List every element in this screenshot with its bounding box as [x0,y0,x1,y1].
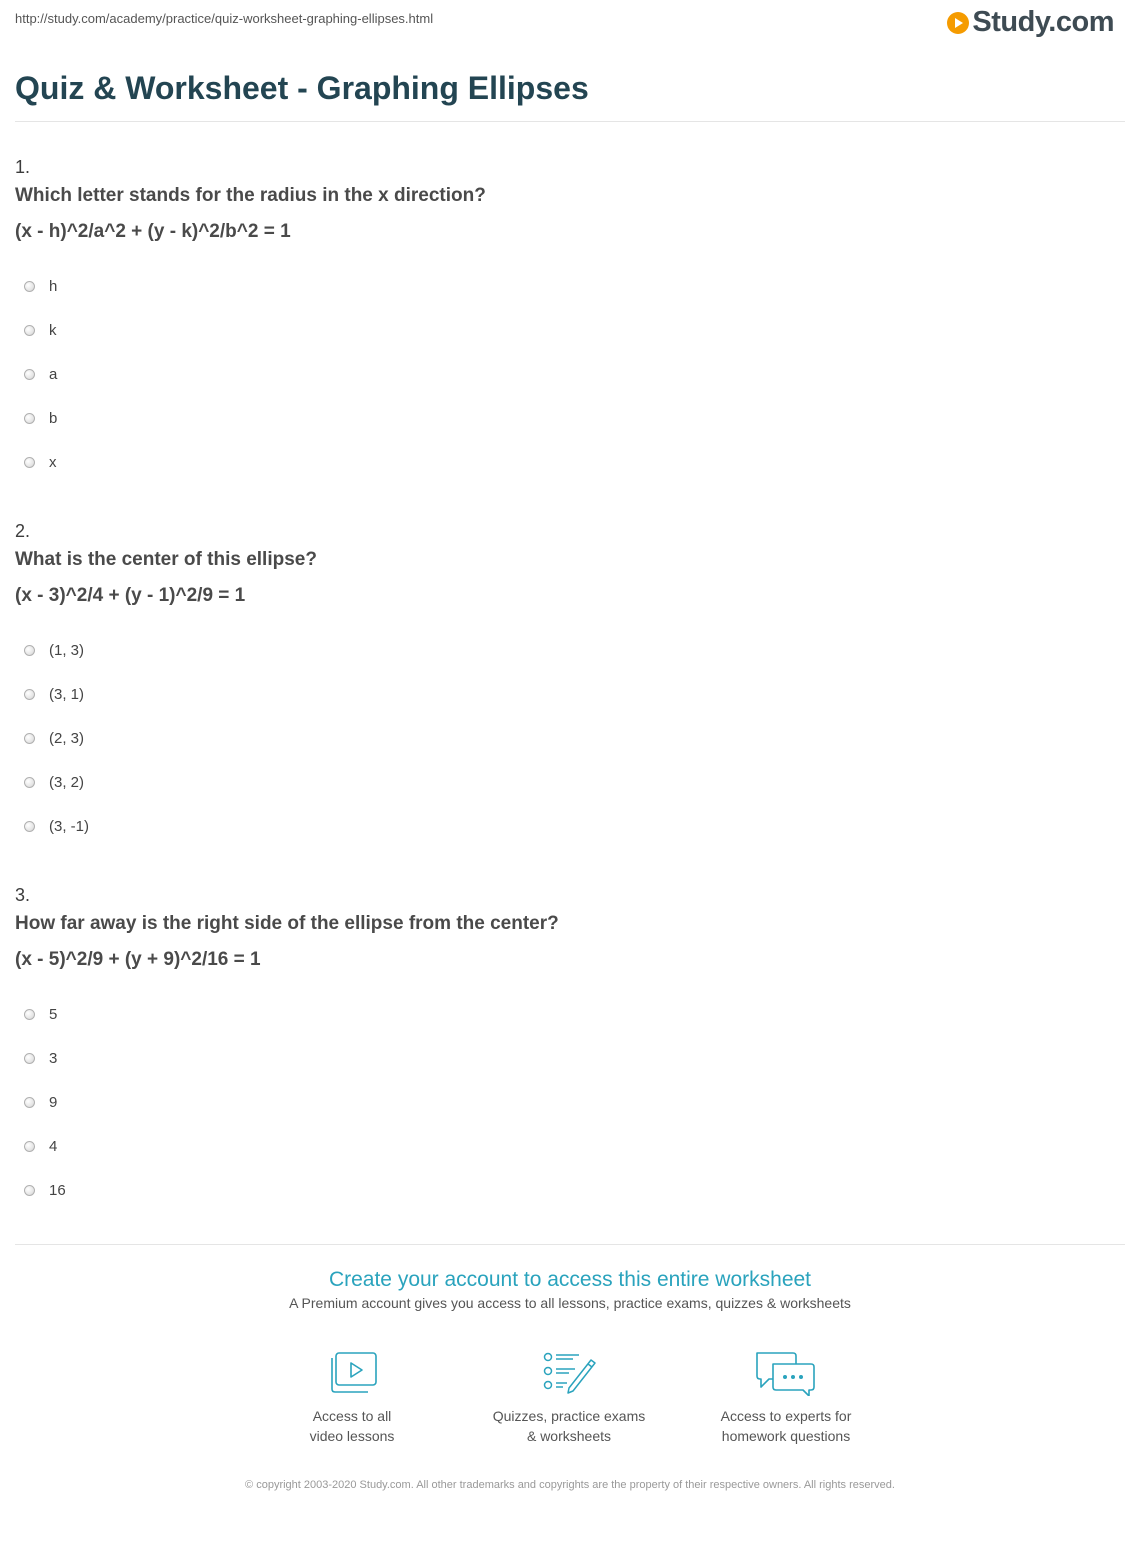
feature-list [0,1350,1140,1460]
radio-button[interactable] [24,281,35,292]
answer-options [15,264,1115,484]
radio-button[interactable] [24,1053,35,1064]
radio-button[interactable] [24,777,35,788]
feature-experts [686,1350,886,1446]
question-text: What is the center of this ellipse? [15,549,317,570]
radio-button[interactable] [24,1141,35,1152]
answer-options [15,992,1115,1212]
option-label: b [49,409,58,427]
answer-option[interactable] [15,1168,1115,1212]
radio-button[interactable] [24,1097,35,1108]
option-label: (3, 1) [49,685,85,703]
question-number: 2. [15,521,31,541]
answer-options [15,628,1115,848]
option-label: h [49,277,58,295]
feature-label: Quizzes, practice exams & worksheets [492,1408,646,1444]
radio-button[interactable] [24,457,35,468]
answer-option[interactable] [15,352,1115,396]
radio-button[interactable] [24,1009,35,1020]
answer-option[interactable] [15,672,1115,716]
study-logo[interactable] [947,6,1114,39]
signup-cta [0,1265,1140,1311]
radio-button[interactable] [24,645,35,656]
quiz-checklist-icon [539,1350,599,1396]
answer-option[interactable] [15,992,1115,1036]
question-1 [15,154,1115,484]
logo-text: Study.com [972,6,1114,38]
answer-option[interactable] [15,1080,1115,1124]
option-label: (3, 2) [49,773,85,791]
radio-button[interactable] [24,325,35,336]
answer-option[interactable] [15,440,1115,484]
question-3 [15,882,1115,1212]
question-equation: (x - 5)^2/9 + (y + 9)^2/16 = 1 [15,949,261,970]
radio-button[interactable] [24,689,35,700]
option-label: 16 [49,1181,66,1199]
answer-option[interactable] [15,804,1115,848]
title-divider [15,121,1125,122]
answer-option[interactable] [15,264,1115,308]
question-equation: (x - h)^2/a^2 + (y - k)^2/b^2 = 1 [15,221,291,242]
cta-subtitle: A Premium account gives you access to all lessons, practice exams, quizzes & worksheets [289,1295,851,1311]
answer-option[interactable] [15,396,1115,440]
option-label: x [49,453,57,471]
feature-label: Access to experts for homework questions [720,1408,852,1444]
question-text: How far away is the right side of the ellipse from the center? [15,913,559,934]
option-label: k [49,321,57,339]
feature-video-lessons [252,1350,452,1446]
answer-option[interactable] [15,716,1115,760]
radio-button[interactable] [24,413,35,424]
question-equation: (x - 3)^2/4 + (y - 1)^2/9 = 1 [15,585,246,606]
play-circle-icon [947,12,969,34]
chat-bubbles-icon [753,1350,819,1396]
page-url: http://study.com/academy/practice/quiz-worksheet-graphing-ellipses.html [15,11,434,26]
answer-option[interactable] [15,308,1115,352]
radio-button[interactable] [24,733,35,744]
answer-option[interactable] [15,760,1115,804]
answer-option[interactable] [15,1036,1115,1080]
option-label: (1, 3) [49,641,85,659]
radio-button[interactable] [24,821,35,832]
cta-link[interactable]: Create your account to access this entire worksheet [328,1268,812,1291]
option-label: 5 [49,1005,58,1023]
question-text: Which letter stands for the radius in the x direction? [15,185,486,206]
question-2 [15,518,1115,848]
option-label: (3, -1) [49,817,90,835]
copyright-notice: © copyright 2003-2020 Study.com. All other trademarks and copyrights are the property of their respective owners. All rights reserved. [245,1479,895,1491]
option-label: 3 [49,1049,58,1067]
question-number: 1. [15,157,31,177]
feature-label: Access to all video lessons [309,1408,395,1444]
video-lessons-icon [322,1350,382,1396]
feature-quizzes [469,1350,669,1446]
page-title: Quiz & Worksheet - Graphing Ellipses [15,70,589,106]
radio-button[interactable] [24,1185,35,1196]
option-label: 4 [49,1137,58,1155]
answer-option[interactable] [15,1124,1115,1168]
cta-divider [15,1244,1125,1245]
answer-option[interactable] [15,628,1115,672]
option-label: (2, 3) [49,729,85,747]
question-number: 3. [15,885,31,905]
radio-button[interactable] [24,369,35,380]
option-label: 9 [49,1093,58,1111]
option-label: a [49,365,58,383]
